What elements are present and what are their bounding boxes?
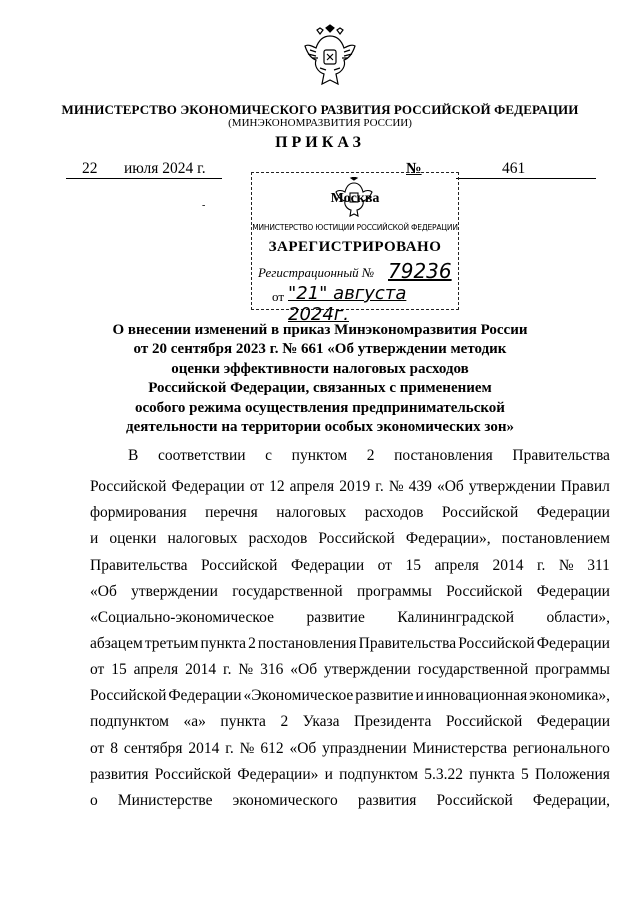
body-line: [90, 661, 610, 679]
body-word: упразднении: [322, 740, 407, 757]
body-word: постановления: [257, 635, 357, 652]
body-word: Федерации»: [237, 766, 319, 783]
subject-line: Российской Федерации, связанных с применением: [148, 380, 492, 397]
body-word: 5.3.22: [424, 766, 464, 783]
subject-line: от 20 сентября 2023 г. № 661 «Об утверждении методик: [133, 341, 507, 358]
body-word: развития: [90, 766, 149, 783]
body-word: постановления: [394, 447, 493, 464]
body-word: Президента: [354, 713, 432, 730]
body-line: [90, 557, 610, 575]
body-word: и: [90, 530, 99, 547]
stamp-date-label: от: [272, 289, 285, 304]
body-word: государственной: [232, 583, 343, 600]
body-word: Федерации: [171, 478, 245, 495]
body-word: 316: [260, 661, 284, 678]
body-line: [90, 530, 610, 548]
stamp-reg-number: 79236: [388, 259, 452, 283]
stamp-ministry: МИНИСТЕРСТВО ЮСТИЦИИ РОССИЙСКОЙ ФЕДЕРАЦИИ: [252, 223, 458, 232]
ministry-short-name: (МИНЭКОНОМРАЗВИТИЯ РОССИИ): [228, 117, 412, 129]
body-word: Российской: [90, 478, 167, 495]
body-word: г.: [536, 557, 546, 574]
order-title: ПРИКАЗ: [275, 134, 365, 151]
body-word: налоговых: [276, 504, 347, 521]
body-word: программы: [356, 583, 432, 600]
body-word: г.: [375, 478, 384, 495]
order-subject: [90, 321, 550, 437]
body-word: Федерации: [536, 635, 610, 652]
body-word: 2: [366, 447, 375, 464]
stamp-city: Москва: [330, 191, 380, 206]
body-word: «Об: [90, 583, 117, 600]
coat-of-arms-emblem: [302, 24, 358, 88]
body-word: №: [238, 661, 254, 678]
body-word: программы: [535, 661, 610, 678]
body-word: третьим: [144, 635, 199, 652]
body-word: 2014: [492, 557, 524, 574]
body-word: В: [128, 447, 139, 464]
body-word: Указа: [302, 713, 340, 730]
body-word: Правительства: [90, 557, 188, 574]
body-word: 439: [408, 478, 432, 495]
order-date-month-year: июля 2024 г.: [124, 160, 206, 177]
subject-line: оценки эффективности налоговых расходов: [171, 360, 469, 377]
body-word: экономического: [232, 792, 338, 809]
body-line: [90, 766, 610, 784]
body-line: [90, 478, 610, 496]
date-underline: [66, 178, 222, 179]
stamp-date-value: "21" августа 2024г.: [288, 283, 407, 325]
body-word: развитие: [355, 687, 414, 704]
body-word: налоговых: [167, 530, 238, 547]
body-word: 2014: [185, 661, 217, 678]
body-word: Положения: [534, 766, 610, 783]
body-word: пунктом: [291, 447, 348, 464]
body-word: «Об: [289, 740, 317, 757]
body-word: «Об: [290, 661, 318, 678]
body-word: Федерации»,: [405, 530, 491, 547]
body-word: от: [90, 661, 105, 678]
body-word: 15: [405, 557, 421, 574]
body-word: соответствии: [157, 447, 246, 464]
body-word: 5: [521, 766, 529, 783]
body-line: [90, 713, 610, 731]
body-word: Российской: [436, 792, 513, 809]
body-word: 15: [111, 661, 127, 678]
subject-line: особого режима осуществления предпринимательской: [135, 399, 505, 416]
body-word: №: [388, 478, 404, 495]
order-number-sign: №: [406, 160, 422, 177]
body-word: регионального: [513, 740, 610, 757]
body-line: [90, 609, 610, 627]
body-word: апреля: [434, 557, 479, 574]
body-word: утверждении: [324, 661, 411, 678]
body-word: и: [415, 687, 424, 704]
body-word: пункта: [220, 713, 266, 730]
body-word: Российской: [201, 557, 278, 574]
dash-mark: -: [202, 200, 206, 211]
body-word: с: [265, 447, 273, 464]
body-word: пункта: [200, 635, 246, 652]
body-word: Министерства: [412, 740, 508, 757]
body-word: Федерации: [536, 713, 610, 730]
body-word: постановлением: [501, 530, 610, 547]
body-line: [128, 447, 610, 465]
body-word: абзацем: [90, 635, 143, 652]
body-word: Федерации: [536, 583, 610, 600]
ministry-name: МИНИСТЕРСТВО ЭКОНОМИЧЕСКОГО РАЗВИТИЯ РОССИЙСКОЙ ФЕДЕРАЦИИ: [61, 102, 579, 117]
body-word: Федерации,: [532, 792, 610, 809]
body-word: г.: [222, 661, 232, 678]
order-date-day: 22: [82, 160, 98, 177]
body-word: №: [239, 740, 255, 757]
body-word: оценки: [109, 530, 157, 547]
body-word: Российской: [90, 687, 167, 704]
body-word: перечня: [205, 504, 258, 521]
body-word: Российской: [441, 504, 519, 521]
body-word: 612: [260, 740, 284, 757]
body-word: экономика»,: [529, 687, 610, 704]
stamp-registered: ЗАРЕГИСТРИРОВАНО: [268, 239, 442, 255]
body-word: расходов: [364, 504, 424, 521]
subject-line: О внесении изменений в приказ Минэкономразвития России: [112, 322, 528, 338]
body-word: «Об: [436, 478, 464, 495]
body-word: «Социально-экономическое: [90, 609, 274, 626]
body-word: государственной: [417, 661, 529, 678]
body-word: расходов: [248, 530, 308, 547]
body-word: подпунктом: [90, 713, 169, 730]
body-word: Российской: [445, 713, 523, 730]
number-underline: [456, 178, 596, 179]
body-line: [90, 504, 610, 522]
body-word: 2014: [188, 740, 220, 757]
body-word: 12: [269, 478, 285, 495]
registration-stamp: [251, 172, 459, 325]
body-word: Правил: [560, 478, 610, 495]
body-word: от: [377, 557, 392, 574]
body-word: «Экономическое: [243, 687, 354, 704]
body-word: развитие: [306, 609, 365, 626]
body-word: от: [90, 740, 105, 757]
body-word: Федерации: [168, 687, 242, 704]
body-word: Правительства: [512, 447, 610, 464]
body-word: развития: [357, 792, 417, 809]
body-line: [90, 687, 610, 705]
body-word: утверждении: [468, 478, 556, 495]
body-word: Калининградской: [397, 609, 514, 626]
body-line: [90, 792, 610, 810]
body-word: Российской: [318, 530, 395, 547]
body-word: подпунктом: [339, 766, 419, 783]
body-word: и: [324, 766, 333, 783]
body-word: Федерации: [536, 504, 610, 521]
body-word: области»,: [546, 609, 610, 626]
stamp-reg-number-label: Регистрационный №: [258, 265, 375, 280]
body-word: апреля: [133, 661, 179, 678]
body-line: [90, 583, 610, 601]
body-word: о: [90, 792, 98, 809]
body-word: Правительства: [358, 635, 457, 652]
body-word: 311: [587, 557, 610, 574]
body-word: Российской: [154, 766, 232, 783]
body-word: Российской: [458, 635, 535, 652]
body-line: [90, 740, 610, 758]
body-word: формирования: [90, 504, 187, 521]
body-word: 2019: [339, 478, 371, 495]
body-word: 2: [248, 635, 256, 652]
body-word: Федерации: [290, 557, 365, 574]
body-line: [90, 635, 610, 653]
body-word: Министерстве: [117, 792, 213, 809]
body-word: апреля: [289, 478, 335, 495]
body-word: инновационная: [425, 687, 528, 704]
body-word: пункта: [469, 766, 515, 783]
body-word: г.: [225, 740, 234, 757]
body-word: от: [249, 478, 265, 495]
body-word: утверждении: [131, 583, 218, 600]
body-word: Российской: [446, 583, 523, 600]
body-word: сентября: [123, 740, 183, 757]
body-word: «а»: [183, 713, 206, 730]
subject-line: деятельности на территории особых экономических зон»: [126, 419, 514, 436]
order-number: 461: [502, 160, 526, 177]
body-word: 2: [280, 713, 289, 730]
body-word: №: [558, 557, 574, 574]
body-word: 8: [110, 740, 118, 757]
